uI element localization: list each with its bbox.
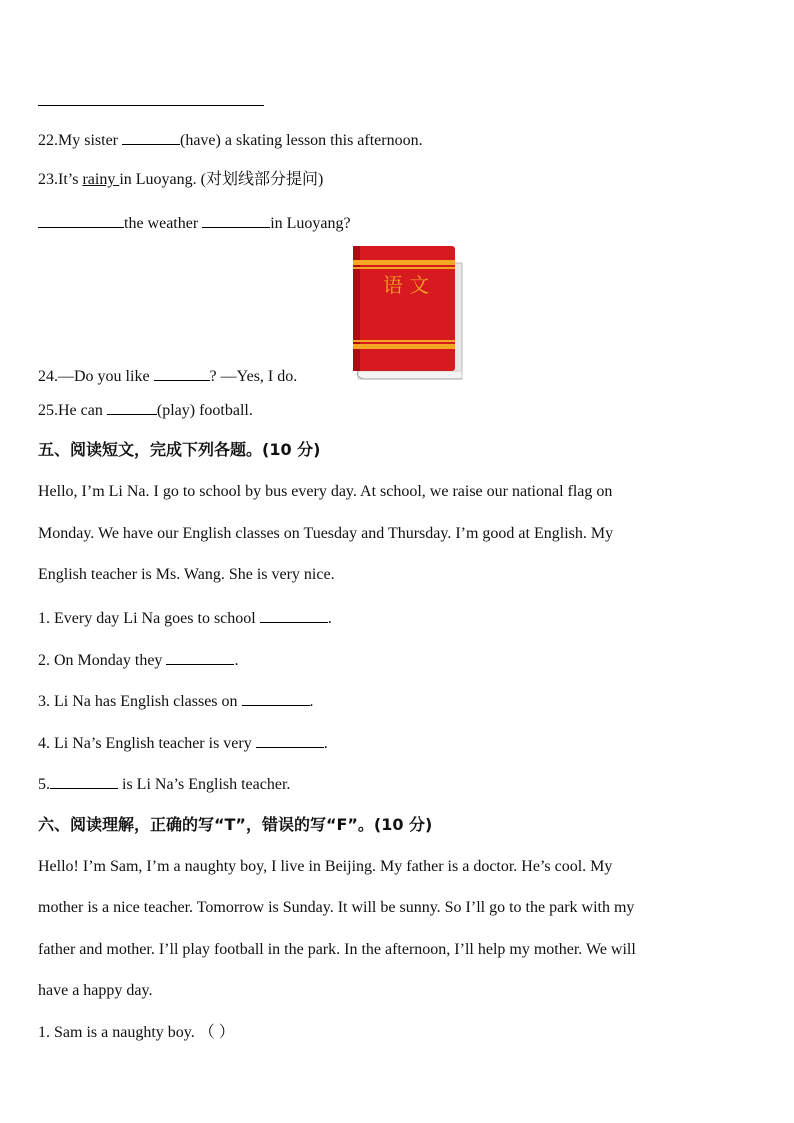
answer-blank[interactable]	[122, 129, 180, 145]
answer-blank[interactable]	[38, 212, 124, 228]
chinese-textbook-icon	[350, 243, 466, 383]
question-text: .	[323, 735, 328, 752]
section-6-question-1[interactable]: 1. Sam is a naughty boy. （ ）	[38, 1024, 235, 1041]
question-text: 4. Li Na’s English teacher is very	[38, 735, 256, 752]
section-6-passage-line: have a happy day.	[38, 982, 153, 999]
question-text: .	[234, 652, 239, 669]
question-text: 1. Every day Li Na goes to school	[38, 610, 260, 627]
answer-blank[interactable]	[154, 365, 210, 381]
question-number: 22.	[38, 132, 58, 149]
question-24	[38, 365, 297, 387]
answer-blank[interactable]	[242, 690, 310, 706]
answer-blank[interactable]	[166, 649, 234, 665]
question-text: 2. On Monday they	[38, 652, 167, 669]
question-number: 23.	[38, 171, 58, 188]
answer-blank[interactable]	[256, 732, 324, 748]
question-text: 5.	[38, 776, 50, 793]
question-text: in Luoyang?	[270, 215, 351, 232]
question-text: 3. Li Na has English classes on	[38, 693, 242, 710]
question-text: in Luoyang. (对划线部分提问)	[119, 171, 324, 188]
question-number: 25.	[38, 402, 58, 419]
question-25	[38, 399, 253, 421]
underlined-word: rainy	[82, 171, 120, 188]
question-text: —Do you like	[58, 368, 154, 385]
section-5-passage-line: English teacher is Ms. Wang. She is very nice.	[38, 566, 335, 583]
question-text: .	[327, 610, 332, 627]
section-5-passage-line: Hello, I’m Li Na. I go to school by bus every day. At school, we raise our national flag on	[38, 483, 613, 500]
answer-blank[interactable]	[50, 773, 118, 789]
section-6-passage-line: father and mother. I’ll play football in the park. In the afternoon, I’ll help my mother. We will	[38, 941, 636, 958]
question-text: .	[309, 693, 314, 710]
section-6-passage-line: mother is a nice teacher. Tomorrow is Sunday. It will be sunny. So I’ll go to the park with my	[38, 899, 635, 916]
question-text: He can	[58, 402, 107, 419]
question-23-answer-line	[38, 212, 351, 234]
question-text: (play) football.	[156, 402, 253, 419]
question-number: 24.	[38, 368, 58, 385]
section-5-question-5	[38, 773, 290, 795]
question-22	[38, 129, 423, 151]
question-text: (have) a skating lesson this afternoon.	[180, 132, 423, 149]
section-5-passage-line: Monday. We have our English classes on Tuesday and Thursday. I’m good at English. My	[38, 525, 614, 542]
question-text: It’s	[58, 171, 83, 188]
question-text: the weather	[124, 215, 203, 232]
question-text: My sister	[58, 132, 122, 149]
section-6-passage-line: Hello! I’m Sam, I’m a naughty boy, I live in Beijing. My father is a doctor. He’s cool. My	[38, 858, 613, 875]
section-5-question-1	[38, 607, 332, 629]
answer-line-top	[38, 105, 264, 106]
question-text: ? —Yes, I do.	[209, 368, 298, 385]
section-5-heading: 五、阅读短文，完成下列各题。(10 分)	[38, 440, 321, 459]
section-6-heading: 六、阅读理解，正确的写“T”，错误的写“F”。(10 分)	[38, 815, 433, 834]
section-5-question-2	[38, 649, 238, 671]
answer-blank[interactable]	[260, 607, 328, 623]
question-23	[38, 170, 323, 190]
answer-blank[interactable]	[202, 212, 270, 228]
section-5-question-4	[38, 732, 328, 754]
answer-blank[interactable]	[107, 399, 157, 415]
section-5-question-3	[38, 690, 314, 712]
book-title: 语 文	[382, 273, 430, 297]
question-text: is Li Na’s English teacher.	[118, 776, 291, 793]
